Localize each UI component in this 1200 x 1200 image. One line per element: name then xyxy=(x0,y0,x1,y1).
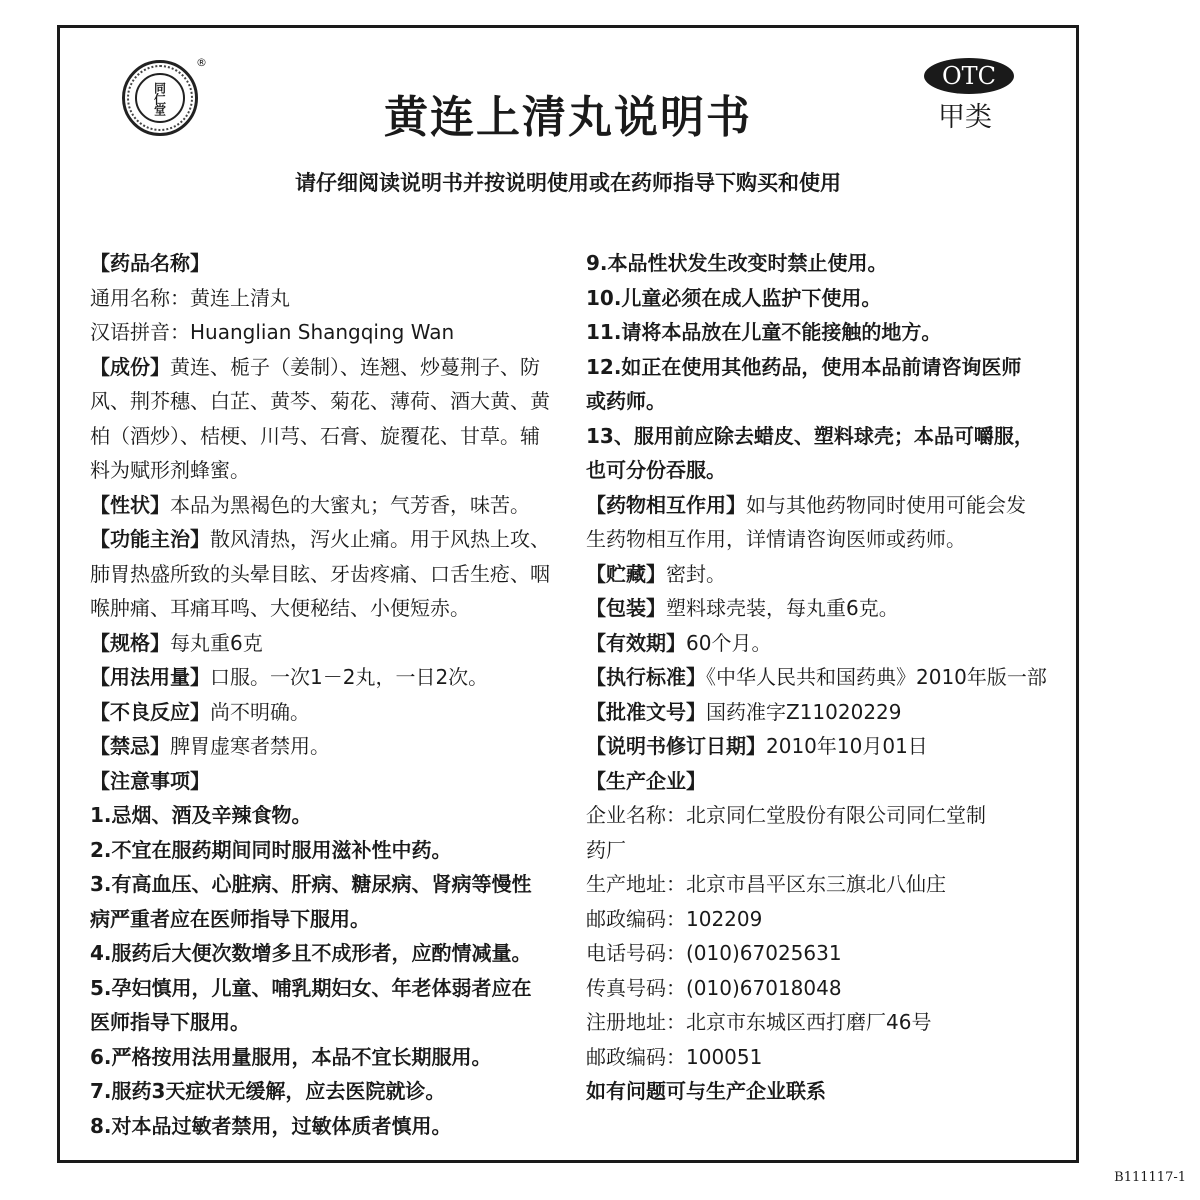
line-text: 密封。 xyxy=(666,561,726,586)
line-text: 每丸重6克 xyxy=(170,630,263,655)
text-line xyxy=(90,384,558,419)
text-line xyxy=(586,729,1056,764)
line-text: 柏（酒炒）、桔梗、川芎、石膏、旋覆花、甘草。辅 xyxy=(90,423,540,448)
text-line xyxy=(90,557,558,592)
line-text: 8.对本品过敏者禁用，过敏体质者慎用。 xyxy=(90,1113,452,1138)
text-line xyxy=(90,246,558,281)
text-line xyxy=(90,695,558,730)
right-column xyxy=(586,246,1056,1109)
line-text: 邮政编码：102209 xyxy=(586,906,763,931)
line-text: 尚不明确。 xyxy=(210,699,310,724)
line-text: 7.服药3天症状无缓解，应去医院就诊。 xyxy=(90,1079,446,1103)
left-column xyxy=(90,246,558,1143)
text-line xyxy=(586,246,1056,281)
line-text: 黄连、栀子（姜制）、连翘、炒蔓荆子、防 xyxy=(170,354,540,379)
line-text: 脾胃虚寒者禁用。 xyxy=(170,734,330,758)
text-line xyxy=(90,1074,558,1109)
line-text: 医师指导下服用。 xyxy=(90,1010,250,1034)
text-line xyxy=(586,764,1056,799)
text-line xyxy=(586,798,1056,833)
text-line xyxy=(90,764,558,799)
text-line xyxy=(90,660,558,695)
line-text: 注册地址：北京市东城区西打磨厂46号 xyxy=(586,1010,932,1034)
text-line xyxy=(586,522,1056,557)
text-line xyxy=(90,626,558,661)
line-text: 料为赋形剂蜂蜜。 xyxy=(90,458,250,482)
section-label: 【包装】 xyxy=(586,596,666,620)
line-text: 电话号码：(010)67025631 xyxy=(586,941,842,965)
text-line xyxy=(586,591,1056,626)
text-line xyxy=(586,971,1056,1006)
line-text: 汉语拼音：Huanglian Shangqing Wan xyxy=(90,320,455,344)
line-text: 如有问题可与生产企业联系 xyxy=(586,1079,826,1103)
text-line xyxy=(586,902,1056,937)
line-text: 也可分份吞服。 xyxy=(586,458,726,482)
section-label: 【有效期】 xyxy=(586,630,686,655)
text-line xyxy=(90,419,558,454)
text-line xyxy=(586,453,1056,488)
text-line xyxy=(586,419,1056,454)
text-line xyxy=(90,522,558,557)
text-line xyxy=(90,453,558,488)
line-text: 企业名称：北京同仁堂股份有限公司同仁堂制 xyxy=(586,803,986,827)
section-label: 【性状】 xyxy=(90,492,170,517)
section-label: 【用法用量】 xyxy=(90,665,210,689)
line-text: 国药准字Z11020229 xyxy=(706,699,902,724)
text-line xyxy=(586,867,1056,902)
text-line xyxy=(586,1005,1056,1040)
text-line xyxy=(90,1109,558,1144)
line-text: 塑料球壳装，每丸重6克。 xyxy=(666,596,899,620)
line-text: 2010年10月01日 xyxy=(766,734,928,758)
section-label: 【药品名称】 xyxy=(90,251,210,275)
section-label: 【执行标准】 xyxy=(586,665,706,689)
text-line xyxy=(90,1005,558,1040)
text-line xyxy=(586,1040,1056,1075)
section-label: 【注意事项】 xyxy=(90,768,210,793)
text-line xyxy=(90,350,558,385)
line-text: 传真号码：(010)67018048 xyxy=(586,975,842,1000)
text-line xyxy=(90,1040,558,1075)
line-text: 11.请将本品放在儿童不能接触的地方。 xyxy=(586,320,942,344)
line-text: 6.严格按用法用量服用，本品不宜长期服用。 xyxy=(90,1044,492,1069)
line-text: 5.孕妇慎用，儿童、哺乳期妇女、年老体弱者应在 xyxy=(90,975,532,1000)
line-text: 10.儿童必须在成人监护下使用。 xyxy=(586,285,882,310)
text-line xyxy=(586,557,1056,592)
text-line xyxy=(90,281,558,316)
line-text: 2.不宜在服药期间同时服用滋补性中药。 xyxy=(90,837,452,862)
text-line xyxy=(90,867,558,902)
line-text: 病严重者应在医师指导下服用。 xyxy=(90,906,370,931)
otc-class-label: 甲类 xyxy=(938,102,992,133)
section-label: 【批准文号】 xyxy=(586,699,706,724)
logo-text: 同仁堂 xyxy=(135,73,185,123)
line-text: 邮政编码：100051 xyxy=(586,1044,763,1069)
line-text: 生药物相互作用，详情请咨询医师或药师。 xyxy=(586,527,966,551)
line-text: 口服。一次1－2丸，一日2次。 xyxy=(210,665,489,689)
section-label: 【贮藏】 xyxy=(586,561,666,586)
text-line xyxy=(586,384,1056,419)
line-text: 12.如正在使用其他药品，使用本品前请咨询医师 xyxy=(586,354,1022,379)
section-label: 【说明书修订日期】 xyxy=(586,734,766,758)
text-line xyxy=(90,902,558,937)
line-text: 13、服用前应除去蜡皮、塑料球壳；本品可嚼服， xyxy=(586,423,1034,448)
line-text: 1.忌烟、酒及辛辣食物。 xyxy=(90,803,312,827)
text-line xyxy=(586,1074,1056,1109)
line-text: 60个月。 xyxy=(686,630,772,655)
text-line xyxy=(90,936,558,971)
text-line xyxy=(586,660,1056,695)
text-line xyxy=(90,729,558,764)
text-line xyxy=(586,315,1056,350)
text-line xyxy=(90,315,558,350)
text-line xyxy=(586,281,1056,316)
text-line xyxy=(90,798,558,833)
section-label: 【规格】 xyxy=(90,630,170,655)
line-text: 或药师。 xyxy=(586,389,666,413)
usage-warning: 请仔细阅读说明书并按说明使用或在药师指导下购买和使用 xyxy=(295,171,841,195)
line-text: 本品为黑褐色的大蜜丸；气芳香，味苦。 xyxy=(170,492,530,517)
section-label: 【禁忌】 xyxy=(90,734,170,758)
line-text: 散风清热，泻火止痛。用于风热上攻、 xyxy=(210,527,550,551)
text-line xyxy=(586,833,1056,868)
text-line xyxy=(586,695,1056,730)
line-text: 通用名称：黄连上清丸 xyxy=(90,285,290,310)
document-title: 黄连上清丸说明书 xyxy=(384,92,752,143)
registered-mark: ® xyxy=(196,56,207,69)
text-line xyxy=(586,350,1056,385)
section-label: 【药物相互作用】 xyxy=(586,492,746,517)
text-line xyxy=(586,488,1056,523)
text-line xyxy=(90,591,558,626)
text-line xyxy=(586,936,1056,971)
text-line xyxy=(90,488,558,523)
section-label: 【成份】 xyxy=(90,354,170,379)
section-label: 【不良反应】 xyxy=(90,699,210,724)
line-text: 肺胃热盛所致的头晕目眩、牙齿疼痛、口舌生疮、咽 xyxy=(90,561,550,586)
line-text: 喉肿痛、耳痛耳鸣、大便秘结、小便短赤。 xyxy=(90,596,470,620)
section-label: 【功能主治】 xyxy=(90,527,210,551)
section-label: 【生产企业】 xyxy=(586,768,706,793)
line-text: 如与其他药物同时使用可能会发 xyxy=(746,492,1026,517)
line-text: 《中华人民共和国药典》2010年版一部 xyxy=(706,665,1047,689)
line-text: 9.本品性状发生改变时禁止使用。 xyxy=(586,251,888,275)
text-line xyxy=(90,833,558,868)
line-text: 4.服药后大便次数增多且不成形者，应酌情减量。 xyxy=(90,941,532,965)
print-code: B111117-1 xyxy=(1114,1170,1186,1185)
text-line xyxy=(90,971,558,1006)
line-text: 药厂 xyxy=(586,837,626,862)
line-text: 风、荆芥穗、白芷、黄芩、菊花、薄荷、酒大黄、黄 xyxy=(90,389,550,413)
line-text: 3.有高血压、心脏病、肝病、糖尿病、肾病等慢性 xyxy=(90,872,532,896)
line-text: 生产地址：北京市昌平区东三旗北八仙庄 xyxy=(586,872,946,896)
text-line xyxy=(586,626,1056,661)
otc-badge: OTC xyxy=(924,58,1014,94)
